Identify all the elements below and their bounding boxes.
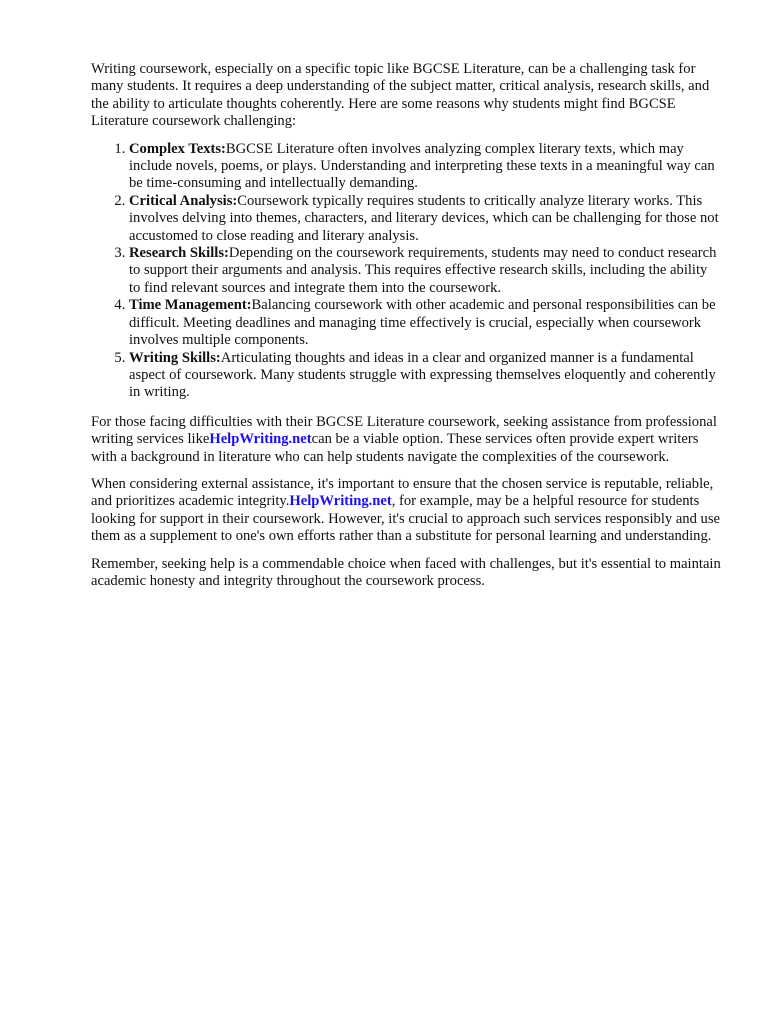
list-item [129, 350, 721, 402]
list-item-term: Time Management: [129, 297, 252, 314]
list-item [129, 141, 721, 193]
closing-paragraph: Remember, seeking help is a commendable choice when faced with challenges, but it's essential to maintain academic honesty and integrity throughout the coursework process. [91, 555, 721, 589]
document-page [91, 61, 721, 600]
list-item-text: Coursework typically requires students to critically analyze literary works. This involves delving into themes, characters, and literary devices, which can be challenging for those not accustomed to close reading and literary analysis. [129, 192, 719, 244]
list-item-text: Articulating thoughts and ideas in a clear and organized manner is a fundamental aspect of coursework. Many students struggle with expressing themselves eloquently and coherently in writing. [129, 349, 716, 401]
list-item-text: Balancing coursework with other academic and personal responsibilities can be difficult. Meeting deadlines and managing time effectively is crucial, especially when coursework involves multiple components. [129, 297, 716, 349]
list-item-term: Writing Skills: [129, 349, 221, 366]
list-item-text: BGCSE Literature often involves analyzing complex literary texts, which may include novels, poems, or plays. Understanding and interpreting these texts in a meaningful way can be time-consuming and intellectually demanding. [129, 140, 715, 192]
list-item-term: Critical Analysis: [129, 192, 238, 209]
assistance-text-before: For those facing difficulties with their BGCSE Literature coursework, seeking assistance from professional writing services like [91, 413, 717, 448]
helpwriting-link[interactable]: HelpWriting.net [209, 431, 312, 448]
list-item [129, 193, 721, 245]
list-item-term: Research Skills: [129, 245, 229, 262]
assistance-text-after: can be a viable option. These services often provide expert writers with a background in literature who can help students navigate the complexities of the coursework. [91, 431, 699, 465]
assistance-paragraph [91, 414, 721, 466]
reasons-list [91, 141, 721, 402]
external-assistance-paragraph [91, 476, 721, 546]
external-text-before: When considering external assistance, it's important to ensure that the chosen service is reputable, reliable, and prioritizes academic integrity. [91, 475, 714, 510]
list-item [129, 297, 721, 349]
list-item-text: Depending on the coursework requirements, students may need to conduct research to support their arguments and analysis. This requires effective research skills, including the ability to find relevant sources and integrate them into the coursework. [129, 245, 717, 296]
helpwriting-link[interactable]: HelpWriting.net [289, 493, 392, 510]
list-item-term: Complex Texts: [129, 140, 226, 157]
external-text-after: , for example, may be a helpful resource for students looking for support in their coursework. However, it's crucial to approach such services responsibly and use them as a supplement to one's own efforts rather than a substitute for personal learning and understanding. [91, 493, 721, 545]
list-item [129, 245, 721, 297]
intro-paragraph: Writing coursework, especially on a specific topic like BGCSE Literature, can be a challenging task for many students. It requires a deep understanding of the subject matter, critical analysis, research skills, and the ability to articulate thoughts coherently. Here are some reasons why students might find BGCSE Literature coursework challenging: [91, 61, 710, 130]
